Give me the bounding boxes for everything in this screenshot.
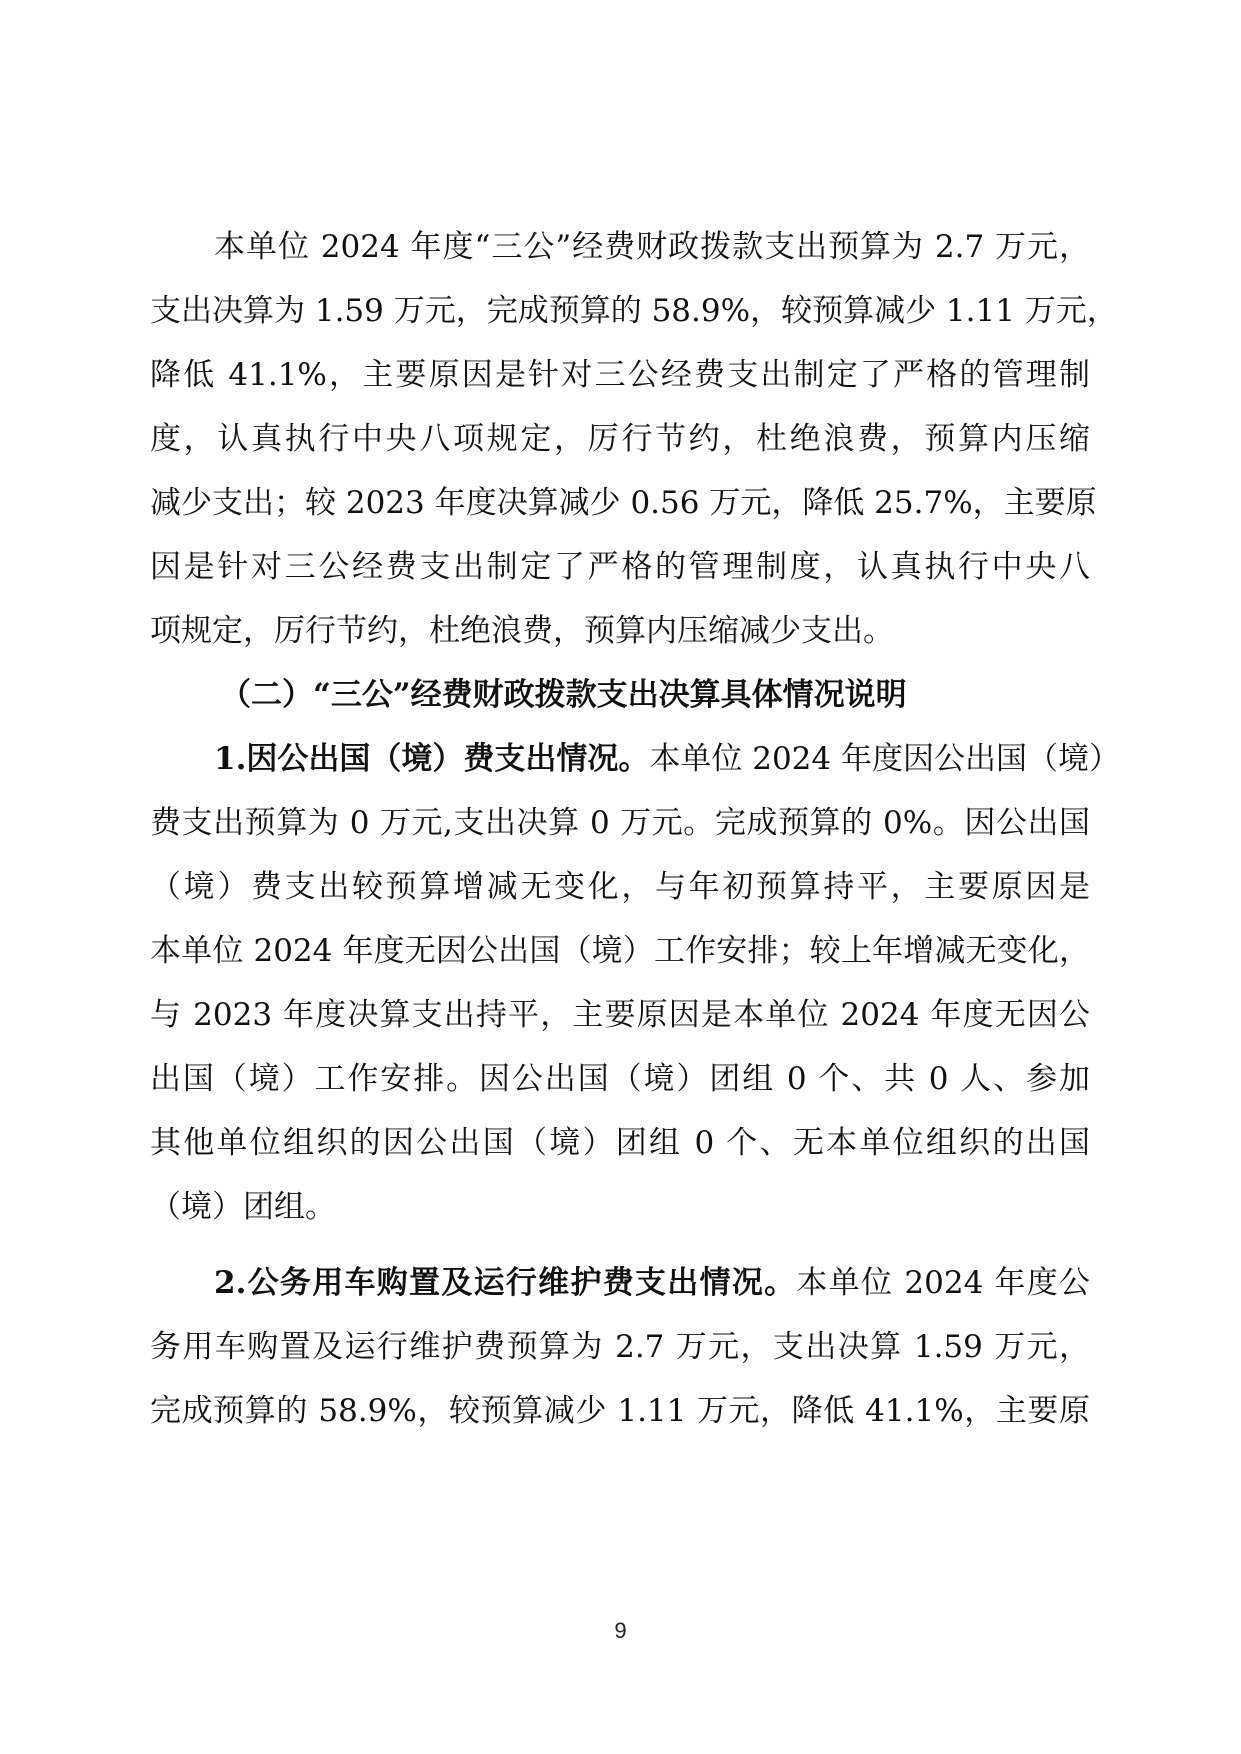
section-2-title: 2.公务用车购置及运行维护费支出情况。 (214, 1265, 797, 1301)
paragraph-line: 项规定，厉行节约，杜绝浪费，预算内压缩减少支出。 (150, 613, 894, 649)
paragraph-line: 其他单位组织的因公出国（境）团组 0 个、无本单位组织的出国 (150, 1125, 1090, 1161)
paragraph-line: （境）费支出较预算增减无变化，与年初预算持平，主要原因是 (150, 869, 1090, 905)
section-1-first-line (150, 734, 1120, 784)
section-2-first-text: 本单位 2024 年度公 (796, 1265, 1090, 1301)
paragraph-line: 减少支出；较 2023 年度决算减少 0.56 万元，降低 25.7%，主要原 (150, 485, 1097, 521)
paragraph-line: 本单位 2024 年度无因公出国（境）工作安排；较上年增减无变化， (150, 933, 1090, 969)
paragraph-line: 支出决算为 1.59 万元，完成预算的 58.9%，较预算减少 1.11 万元， (150, 293, 1118, 329)
paragraph-line: 费支出预算为 0 万元,支出决算 0 万元。完成预算的 0%。因公出国 (150, 805, 1090, 841)
paragraph-line: 与 2023 年度决算支出持平，主要原因是本单位 2024 年度无因公 (150, 997, 1090, 1033)
paragraph-line: 度，认真执行中央八项规定，厉行节约，杜绝浪费，预算内压缩 (150, 421, 1090, 457)
page-number: 9 (614, 1618, 627, 1643)
paragraph-line: 出国（境）工作安排。因公出国（境）团组 0 个、共 0 人、参加 (150, 1061, 1090, 1097)
section-2-first-line (150, 1258, 1090, 1308)
paragraph-line: 因是针对三公经费支出制定了严格的管理制度，认真执行中央八 (150, 549, 1090, 585)
paragraph-line: （境）团组。 (150, 1189, 336, 1225)
section-1-first-text: 本单位 2024 年度因公出国（境） (649, 741, 1120, 777)
paragraph-line: 本单位 2024 年度“三公”经费财政拨款支出预算为 2.7 万元， (214, 229, 1090, 265)
paragraph-line: 务用车购置及运行维护费预算为 2.7 万元，支出决算 1.59 万元， (150, 1329, 1090, 1365)
paragraph-line: 降低 41.1%，主要原因是针对三公经费支出制定了严格的管理制 (150, 357, 1090, 393)
section-heading: （二）“三公”经费财政拨款支出决算具体情况说明 (220, 677, 907, 713)
section-1-title: 1.因公出国（境）费支出情况。 (214, 741, 650, 777)
paragraph-line: 完成预算的 58.9%，较预算减少 1.11 万元，降低 41.1%，主要原 (150, 1393, 1090, 1429)
